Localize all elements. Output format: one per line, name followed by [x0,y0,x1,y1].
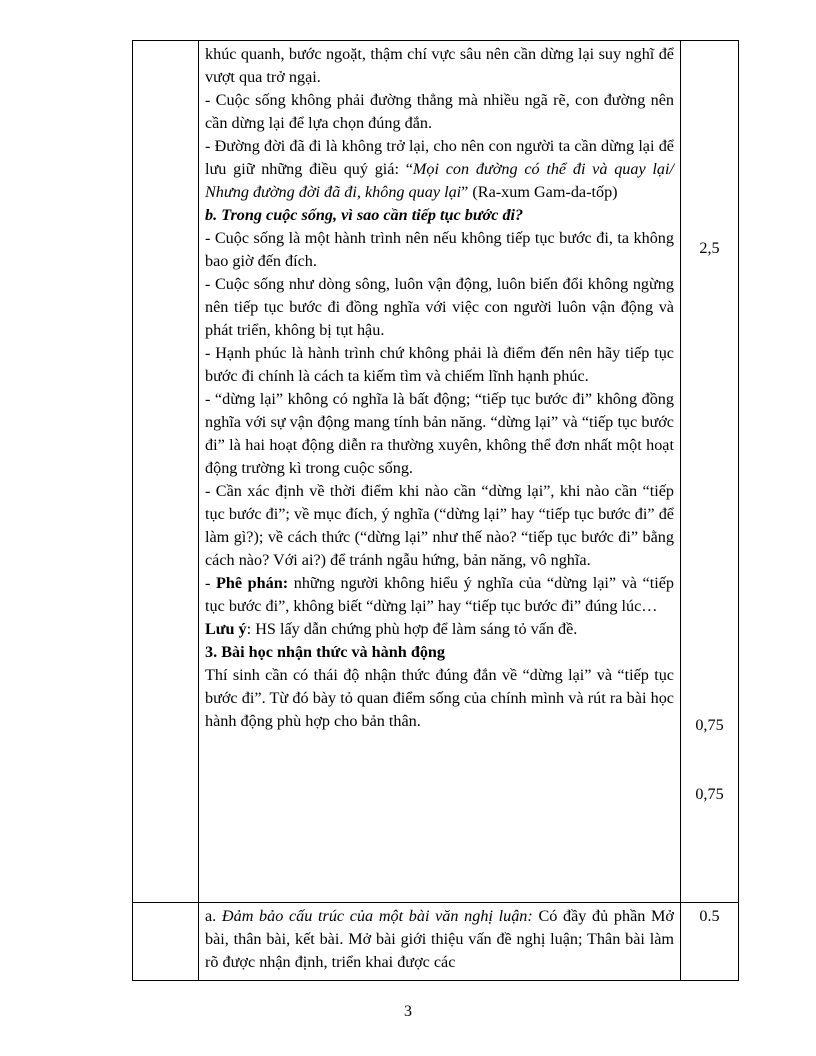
text-run: - Hạnh phúc là hành trình chứ không phải là điểm đến nên hãy tiếp tục bước đi chính là cách ta kiếm tìm và chiếm lĩnh hạnh phúc. [205,344,674,385]
text-run: - Cần xác định về thời điểm khi nào cần “dừng lại”, khi nào cần “tiếp tục bước đi”; về mục đích, ý nghĩa (“dừng lại” hay “tiếp tục bước đi” để làm gì?); về cách thức (“dừng lại” như thế nào? “tiếp tục bước đi” bằng cách nào? Với ai?) để tránh ngẫu hứng, bản năng, vô nghĩa. [205,482,674,569]
score-cell [681,41,739,903]
paragraph [205,204,674,227]
answer-content-cell [199,903,681,981]
text-run: Thí sinh cần có thái độ nhận thức đúng đắn về “dừng lại” và “tiếp tục bước đi”. Từ đó bày tỏ quan điểm sống của chính mình và rút ra bài học hành động phù hợp cho bản thân. [205,666,674,730]
paragraph [205,227,674,273]
paragraph [205,89,674,135]
paragraph [205,273,674,342]
text-run: : HS lấy dẫn chứng phù hợp để làm sáng tỏ vấn đề. [246,620,578,638]
text-run: Có đầy đủ phần Mở bài, thân bài, kết bài. Mở bài giới thiệu vấn đề nghị luận; Thân bài làm rõ được nhận định, triển khai được các [205,907,674,971]
text-run: b. Trong cuộc sống, vì sao cần tiếp tục bước đi? [205,206,524,224]
paragraph [205,641,674,664]
scoring-table [132,40,739,981]
paragraph [205,618,674,641]
text-run: Đảm bảo cấu trúc của một bài văn nghị luận: [221,907,533,925]
paragraph [205,572,674,618]
paragraph [205,480,674,572]
text-run: - Cuộc sống là một hành trình nên nếu không tiếp tục bước đi, ta không bao giờ đến đích. [205,229,674,270]
page-number: 3 [404,1003,412,1020]
score-value: 0,75 [695,716,724,734]
paragraph [205,905,674,974]
text-run: những người không hiểu ý nghĩa của “dừng lại” và “tiếp tục bước đi”, không biết “dừng lại” hay “tiếp tục bước đi” đúng lúc… [205,574,675,615]
text-run: khúc quanh, bước ngoặt, thậm chí vực sâu nên cần dừng lại suy nghĩ để vượt qua trở ngại. [205,45,674,86]
text-run: Phê phán: [215,574,289,592]
question-cell [133,903,199,981]
text-run: - Cuộc sống không phải đường thẳng mà nhiều ngã rẽ, con đường nên cần dừng lại để lựa chọn đúng đắn. [205,91,674,132]
answer-content [199,903,680,974]
question-cell [133,41,199,903]
table-row [133,41,739,903]
paragraph [205,664,674,733]
text-run: 3. Bài học nhận thức và hành động [205,643,446,661]
answer-content [199,41,680,733]
score-value: 2,5 [699,239,720,257]
text-run: - “dừng lại” không có nghĩa là bất động; “tiếp tục bước đi” không đồng nghĩa với sự vận động mang tính bản năng. “dừng lại” và “tiếp tục bước đi” là hai hoạt động diễn ra thường xuyên, không thể đơn nhất một hoạt động trường kì trong cuộc sống. [205,390,674,477]
score-value: 0,75 [695,785,724,803]
text-run: ” (Ra-xum Gam-da-tốp) [461,183,618,201]
paragraph [205,43,674,89]
answer-content-cell [199,41,681,903]
paragraph [205,388,674,480]
score-cell [681,903,739,981]
text-run: - Cuộc sống như dòng sông, luôn vận động, luôn biến đổi không ngừng nên tiếp tục bước đi đồng nghĩa với việc con người luôn vận động và phát triển, không bị tụt hậu. [205,275,674,339]
text-run: - [205,574,216,592]
text-run: - Đường đời đã đi là không trở lại, cho nên con người ta cần dừng lại để lưu giữ những điều quý giá: “ [205,137,674,178]
score-value: 0.5 [699,907,720,925]
text-run: Mọi con đường có thể đi và quay lại/ Nhưng đường đời đã đi, không quay lại [205,160,674,201]
paragraph [205,135,674,204]
table-row [133,903,739,981]
paragraph [205,342,674,388]
text-run: Lưu ý [205,620,247,638]
text-run: a. [205,907,222,925]
